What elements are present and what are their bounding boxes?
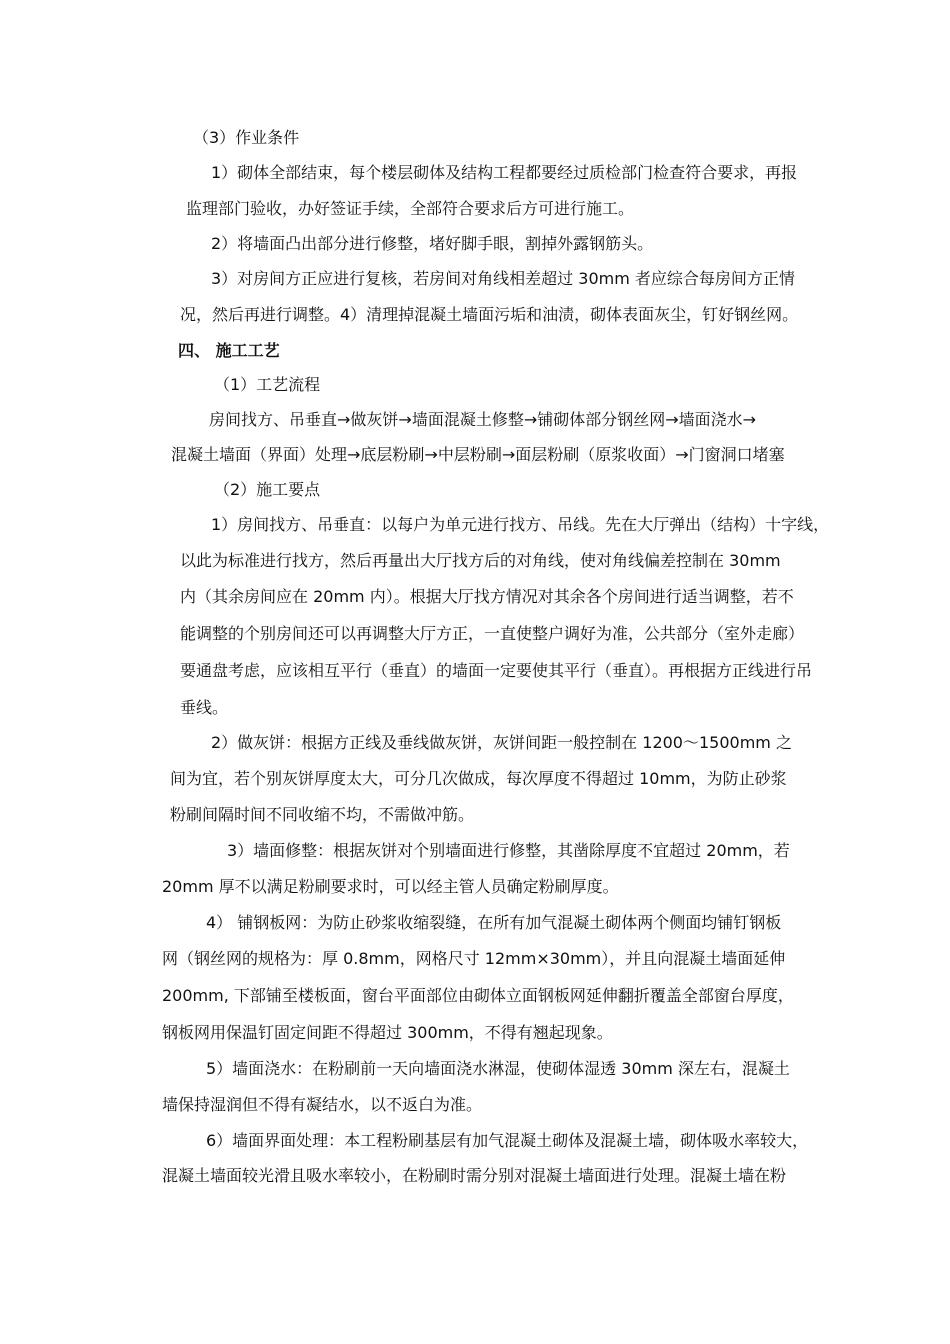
paragraph-line: 4） 铺钢板网：为防止砂浆收缩裂缝，在所有加气混凝土砌体两个侧面均铺钉钢板 xyxy=(206,913,782,932)
paragraph-line: 粉刷间隔时间不同收缩不均，不需做冲筋。 xyxy=(170,805,475,824)
paragraph-line: 间为宜，若个别灰饼厚度太大，可分几次做成，每次厚度不得超过 10mm，为防止砂浆 xyxy=(170,769,787,788)
paragraph-line: 200mm, 下部铺至楼板面，窗台平面部位由砌体立面钢板网延伸翻折覆盖全部窗台厚度， xyxy=(162,986,794,1005)
paragraph-line: 监理部门验收，办好签证手续，全部符合要求后方可进行施工。 xyxy=(186,199,635,218)
paragraph-line: 1）房间找方、吊垂直：以每户为单元进行找方、吊线。先在大厅弹出（结构）十字线， xyxy=(211,515,830,534)
paragraph-line: 5）墙面浇水：在粉刷前一天向墙面浇水淋湿，使砌体湿透 30mm 深左右，混凝土 xyxy=(206,1059,790,1078)
paragraph-line: 混凝土墙面较光滑且吸水率较小，在粉刷时需分别对混凝土墙面进行处理。混凝土墙在粉 xyxy=(162,1166,787,1185)
paragraph-line: 以此为标准进行找方，然后再量出大厅找方后的对角线，使对角线偏差控制在 30mm xyxy=(180,551,781,570)
paragraph-line: 3）墙面修整：根据灰饼对个别墙面进行修整，其凿除厚度不宜超过 20mm，若 xyxy=(227,841,790,860)
paragraph-line: 网（钢丝网的规格为：厚 0.8mm，网格尺寸 12mm×30mm），并且向混凝土墙面延伸 xyxy=(162,949,786,968)
paragraph-line: 内（其余房间应在 20mm 内）。根据大厅找方情况对其余各个房间进行适当调整，若不 xyxy=(180,587,794,606)
paragraph-line: 能调整的个别房间还可以再调整大厅方正，一直使整户调好为准，公共部分（室外走廊） xyxy=(180,624,805,643)
paragraph-line: 墙保持湿润但不得有凝结水，以不返白为准。 xyxy=(162,1095,483,1114)
paragraph-line: 房间找方、吊垂直→做灰饼→墙面混凝土修整→铺砌体部分钢丝网→墙面浇水→ xyxy=(209,410,757,429)
subsection-heading: （2）施工要点 xyxy=(214,480,321,499)
subsection-heading: （3）作业条件 xyxy=(193,128,300,147)
paragraph-line: 6）墙面界面处理：本工程粉刷基层有加气混凝土砌体及混凝土墙，砌体吸水率较大， xyxy=(206,1131,809,1150)
paragraph-line: 要通盘考虑，应该相互平行（垂直）的墙面一定要使其平行（垂直）。再根据方正线进行吊 xyxy=(180,661,813,680)
subsection-heading: （1）工艺流程 xyxy=(214,375,321,394)
paragraph-line: 垂线。 xyxy=(180,698,229,717)
paragraph-line: 2）将墙面凸出部分进行修整，堵好脚手眼，割掉外露钢筋头。 xyxy=(211,234,654,253)
paragraph-line: 20mm 厚不以满足粉刷要求时，可以经主管人员确定粉刷厚度。 xyxy=(162,877,619,896)
paragraph-line: 混凝土墙面（界面）处理→底层粉刷→中层粉刷→面层粉刷（原浆收面）→门窗洞口堵塞 xyxy=(171,445,785,464)
paragraph-line: 3）对房间方正应进行复核，若房间对角线相差超过 30mm 者应综合每房间方正情 xyxy=(211,269,795,288)
paragraph-line: 2）做灰饼：根据方正线及垂线做灰饼，灰饼间距一般控制在 1200～1500mm 之 xyxy=(211,733,792,752)
section-heading: 四、 施工工艺 xyxy=(178,341,280,360)
paragraph-line: 况，然后再进行调整。4）清理掉混凝土墙面污垢和油渍，砌体表面灰尘，钉好钢丝网。 xyxy=(180,305,799,324)
paragraph-line: 1）砌体全部结束，每个楼层砌体及结构工程都要经过质检部门检查符合要求，再报 xyxy=(211,163,798,182)
paragraph-line: 钢板网用保温钉固定间距不得超过 300mm，不得有翘起现象。 xyxy=(162,1023,613,1042)
